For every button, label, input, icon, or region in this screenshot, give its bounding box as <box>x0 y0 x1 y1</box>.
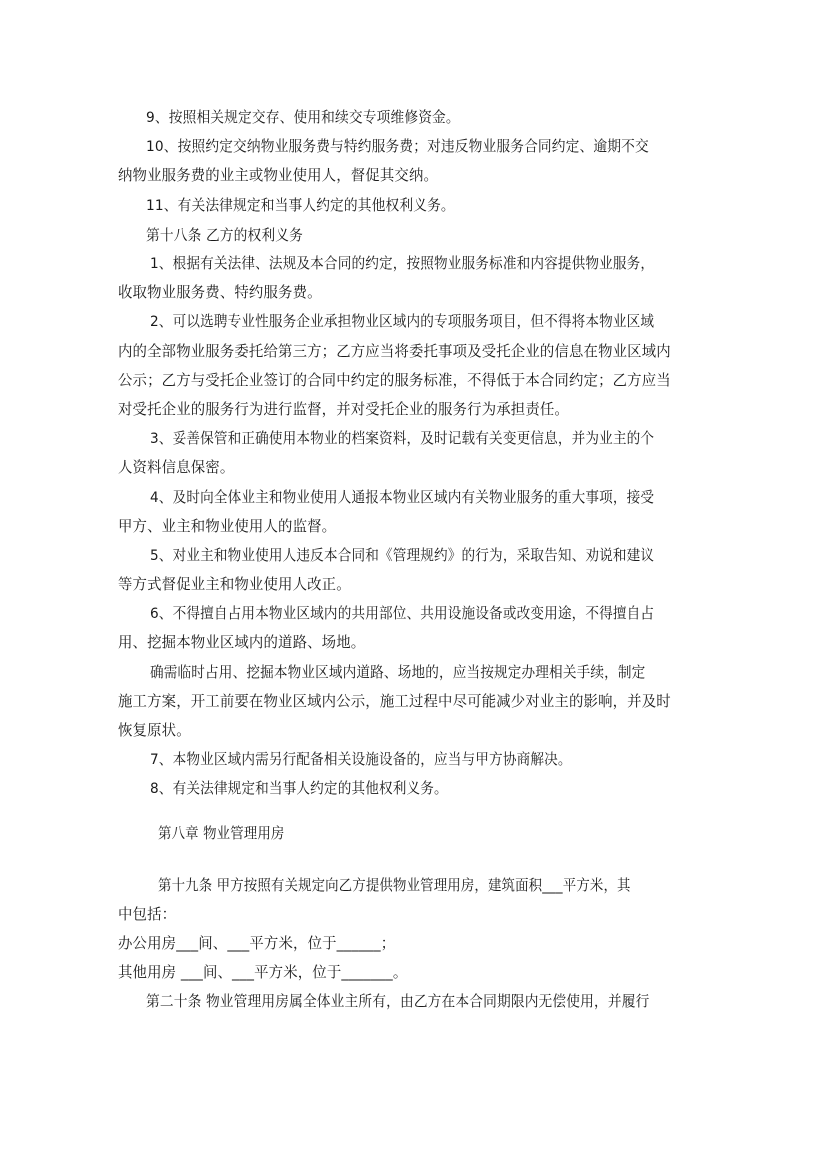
text-line: 10、按照约定交纳物业服务费与特约服务费；对违反物业服务合同约定、逾期不交 <box>146 138 649 155</box>
text-line: 纳物业服务费的业主或物业使用人，督促其交纳。 <box>118 167 439 184</box>
text-line: 人资料信息保密。 <box>118 459 235 476</box>
text-line: 确需临时占用、挖掘本物业区域内道路、场地的，应当按规定办理相关手续，制定 <box>150 664 646 681</box>
text-line: 8、有关法律规定和当事人约定的其他权利义务。 <box>150 780 448 797</box>
text-line: 等方式督促业主和物业使用人改正。 <box>118 576 351 593</box>
text-line: 7、本物业区域内需另行配备相关设施设备的，应当与甲方协商解决。 <box>150 751 572 768</box>
text-line: 收取物业服务费、特约服务费。 <box>118 284 322 301</box>
text-line: 对受托企业的服务行为进行监督，并对受托企业的服务行为承担责任。 <box>118 401 569 418</box>
text-line: 5、对业主和物业使用人违反本合同和《管理规约》的行为，采取告知、劝说和建议 <box>150 547 655 564</box>
text-line: 内的全部物业服务委托给第三方；乙方应当将委托事项及受托企业的信息在物业区域内 <box>118 343 671 360</box>
text-line: 9、按照相关规定交存、使用和续交专项维修资金。 <box>146 109 460 126</box>
text-line: 1、根据有关法律、法规及本合同的约定，按照物业服务标准和内容提供物业服务， <box>150 255 655 272</box>
text-line: 4、及时向全体业主和物业使用人通报本物业区域内有关物业服务的重大事项，接受 <box>150 489 655 506</box>
text-line: 施工方案，开工前要在物业区域内公示，施工过程中尽可能减少对业主的影响，并及时 <box>118 693 671 710</box>
text-line: 6、不得擅自占用本物业区域内的共用部位、共用设施设备或改变用途，不得擅自占 <box>150 605 655 622</box>
text-line: 公示；乙方与受托企业签订的合同中约定的服务标准，不得低于本合同约定；乙方应当 <box>118 372 671 389</box>
text-line: 11、有关法律规定和当事人约定的其他权利义务。 <box>146 197 455 214</box>
text-line: 第二十条 物业管理用房属全体业主所有，由乙方在本合同期限内无偿使用，并履行 <box>146 993 650 1010</box>
text-line: 甲方、业主和物业使用人的监督。 <box>118 518 337 535</box>
text-line: 第十九条 甲方按照有关规定向乙方提供物业管理用房，建筑面积___平方米，其 <box>158 877 631 894</box>
chapter-heading: 第八章 物业管理用房 <box>158 825 285 842</box>
text-line: 用、挖掘本物业区域内的道路、场地。 <box>118 634 366 651</box>
text-line: 办公用房___间、___平方米，位于______； <box>118 935 396 952</box>
text-line: 2、可以选聘专业性服务企业承担物业区域内的专项服务项目，但不得将本物业区域 <box>150 313 655 330</box>
text-line: 中包括： <box>118 906 177 923</box>
text-line: 3、妥善保管和正确使用本物业的档案资料，及时记载有关变更信息，并为业主的个 <box>150 430 655 447</box>
section-heading: 第十八条 乙方的权利义务 <box>146 227 303 244</box>
text-line: 恢复原状。 <box>118 722 191 739</box>
text-line: 其他用房 ___间、___平方米，位于_______。 <box>118 964 408 981</box>
